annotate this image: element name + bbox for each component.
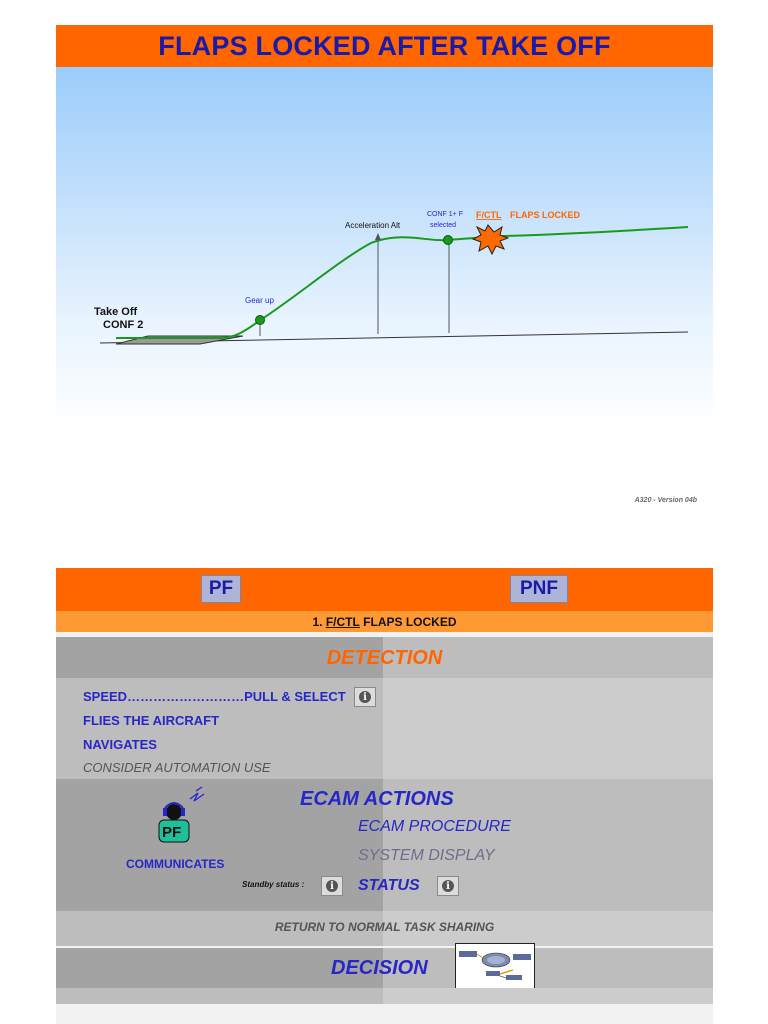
pf-icon-label: PF <box>162 824 182 841</box>
takeoff-label: Take Off <box>94 306 138 318</box>
pf-tasks-section <box>56 678 713 779</box>
flight-explosion-icon <box>473 225 508 254</box>
profile-slide <box>56 25 713 511</box>
communicates-label: COMMUNICATES <box>126 857 225 871</box>
pnf-button[interactable]: PNF <box>510 575 568 603</box>
slide-title-bar <box>56 25 713 67</box>
ecam-procedure: ECAM PROCEDURE <box>358 818 511 835</box>
gear-up-label: Gear up <box>245 296 274 305</box>
info-icon: i <box>359 691 371 703</box>
ecam-actions-title: ECAM ACTIONS <box>300 788 454 810</box>
ecam-actions-band <box>56 779 713 911</box>
return-normal-text: RETURN TO NORMAL TASK SHARING <box>274 920 495 934</box>
conf-selected-label: selected <box>430 222 457 229</box>
warning-prefix: F/CTL <box>476 210 502 220</box>
pilot-headset-icon <box>154 785 214 845</box>
return-normal-band <box>56 911 713 946</box>
standby-status-label: Standby status : <box>242 880 305 889</box>
failure-prefix: F/CTL <box>325 614 360 629</box>
failure-number: 1. <box>312 614 323 629</box>
automation-task: CONSIDER AUTOMATION USE <box>83 760 271 775</box>
status-label: STATUS <box>358 877 420 894</box>
standby-info-button[interactable] <box>321 876 343 896</box>
status-info-button[interactable] <box>437 876 459 896</box>
speed-info-button[interactable] <box>354 687 376 707</box>
flight-path <box>116 227 688 338</box>
info-icon: i <box>442 880 454 892</box>
gear-up-point <box>256 316 265 325</box>
flight-profile-diagram <box>56 67 713 511</box>
bottom-strip <box>56 988 713 1004</box>
failure-text: FLAPS LOCKED <box>363 614 457 629</box>
failure-title-bar <box>56 611 713 632</box>
speed-task: SPEED………………………PULL & SELECT <box>83 689 346 704</box>
decision-diagram-thumbnail[interactable] <box>455 943 535 990</box>
detection-band <box>56 637 713 678</box>
warning-text: FLAPS LOCKED <box>510 210 581 220</box>
pf-button[interactable]: PF <box>201 575 241 603</box>
decision-title: DECISION <box>331 957 428 979</box>
role-header <box>56 568 713 611</box>
info-icon: i <box>326 880 338 892</box>
takeoff-conf-label: CONF 2 <box>103 319 144 331</box>
decision-band <box>56 948 713 988</box>
flies-aircraft-task: FLIES THE AIRCRAFT <box>83 713 220 728</box>
task-sharing-slide <box>56 568 713 1024</box>
conf-label: CONF 1+ F <box>427 211 463 218</box>
slide-title: FLAPS LOCKED AFTER TAKE OFF <box>158 30 611 61</box>
detection-title: DETECTION <box>326 647 443 669</box>
acceleration-alt-label: Acceleration Alt <box>345 221 401 230</box>
navigates-task: NAVIGATES <box>83 737 157 752</box>
radio-waves-icon <box>190 793 204 801</box>
system-display: SYSTEM DISPLAY <box>358 847 495 864</box>
conf-selected-point <box>444 236 453 245</box>
version-note: A320 - Version 04b <box>634 497 697 504</box>
acceleration-alt-arrow <box>375 233 381 240</box>
